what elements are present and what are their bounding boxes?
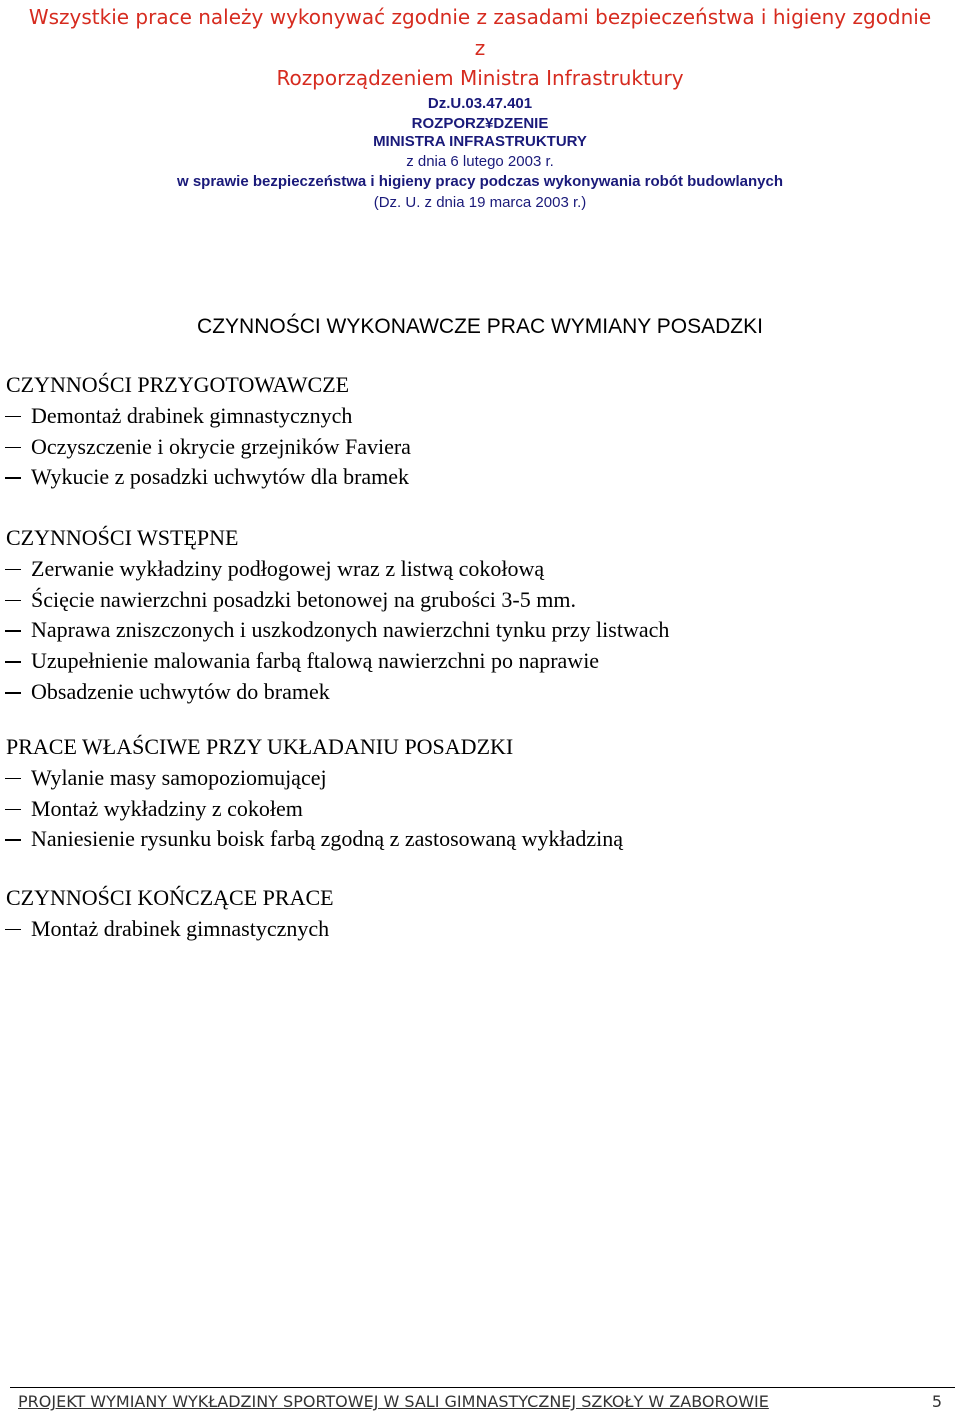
section-heading: CZYNNOŚCI KOŃCZĄCE PRACE	[6, 885, 334, 910]
list-item-text: Montaż wykładziny z cokołem	[31, 795, 303, 821]
dash-bullet	[5, 600, 21, 602]
dash-bullet	[5, 416, 21, 418]
section-heading: CZYNNOŚCI PRZYGOTOWAWCZE	[6, 372, 350, 397]
dash-bullet	[5, 692, 21, 694]
regulation-issuer: MINISTRA INFRASTRUKTURY	[373, 133, 587, 150]
list-item-text: Wykucie z posadzki uchwytów dla bramek	[31, 464, 410, 490]
dash-bullet	[5, 809, 21, 811]
list-item-text: Montaż drabinek gimnastycznych	[31, 915, 330, 941]
list-item-text: Ścięcie nawierzchni posadzki betonowej na grubości 3-5 mm.	[31, 586, 576, 612]
regulation-publication: (Dz. U. z dnia 19 marca 2003 r.)	[373, 194, 587, 211]
dash-bullet	[5, 630, 21, 632]
list-item	[0, 677, 960, 707]
dash-bullet	[5, 447, 21, 449]
safety-notice-line-2: z	[474, 36, 486, 60]
dash-bullet	[5, 778, 21, 780]
list-item-text: Obsadzenie uchwytów do bramek	[31, 679, 330, 704]
list-item-text: Demontaż drabinek gimnastycznych	[31, 402, 353, 428]
list-item	[0, 615, 960, 645]
regulation-reference: Dz.U.03.47.401	[427, 95, 533, 112]
regulation-subject: w sprawie bezpieczeństwa i higieny pracy podczas wykonywania robót budowlanych	[177, 173, 783, 190]
footer-project-title: PROJEKT WYMIANY WYKŁADZINY SPORTOWEJ W SALI GIMNASTYCZNEJ SZKOŁY W ZABOROWIE	[18, 1392, 769, 1411]
list-item	[0, 462, 960, 492]
list-item-text: Naprawa zniszczonych i uszkodzonych nawierzchni tynku przy listwach	[31, 617, 670, 643]
regulation-type: ROZPORZ¥DZENIE	[411, 115, 549, 132]
dash-bullet	[5, 839, 21, 841]
list-item-text: Uzupełnienie malowania farbą ftalową nawierzchni po naprawie	[31, 648, 600, 674]
dash-bullet	[5, 477, 21, 479]
list-item	[0, 763, 960, 793]
list-item-text: Zerwanie wykładziny podłogowej wraz z listwą cokołową	[31, 555, 545, 581]
safety-notice-line-3: Rozporządzeniem Ministra Infrastruktury	[276, 66, 684, 90]
footer-divider	[10, 1387, 955, 1388]
dash-bullet	[5, 661, 21, 663]
safety-notice-line-1: Wszystkie prace należy wykonywać zgodnie z zasadami bezpieczeństwa i higieny zgodnie	[28, 5, 932, 29]
list-item	[0, 554, 960, 584]
list-item-text: Oczyszczenie i okrycie grzejników Faviera	[31, 433, 411, 459]
document-title: CZYNNOŚCI WYKONAWCZE PRAC WYMIANY POSADZKI	[197, 315, 763, 338]
list-item	[0, 401, 960, 431]
list-item-text: Wylanie masy samopoziomującej	[31, 764, 327, 790]
list-item	[0, 914, 960, 944]
list-item-text: Naniesienie rysunku boisk farbą zgodną z zastosowaną wykładziną	[31, 826, 623, 852]
section-heading: CZYNNOŚCI WSTĘPNE	[6, 525, 239, 550]
dash-bullet	[5, 569, 21, 571]
list-item	[0, 585, 960, 615]
dash-bullet	[5, 929, 21, 931]
list-item	[0, 824, 960, 854]
regulation-date: z dnia 6 lutego 2003 r.	[406, 153, 554, 170]
list-item	[0, 646, 960, 676]
list-item	[0, 432, 960, 462]
page-number: 5	[931, 1392, 942, 1411]
section-heading: PRACE WŁAŚCIWE PRZY UKŁADANIU POSADZKI	[6, 734, 514, 759]
list-item	[0, 794, 960, 824]
